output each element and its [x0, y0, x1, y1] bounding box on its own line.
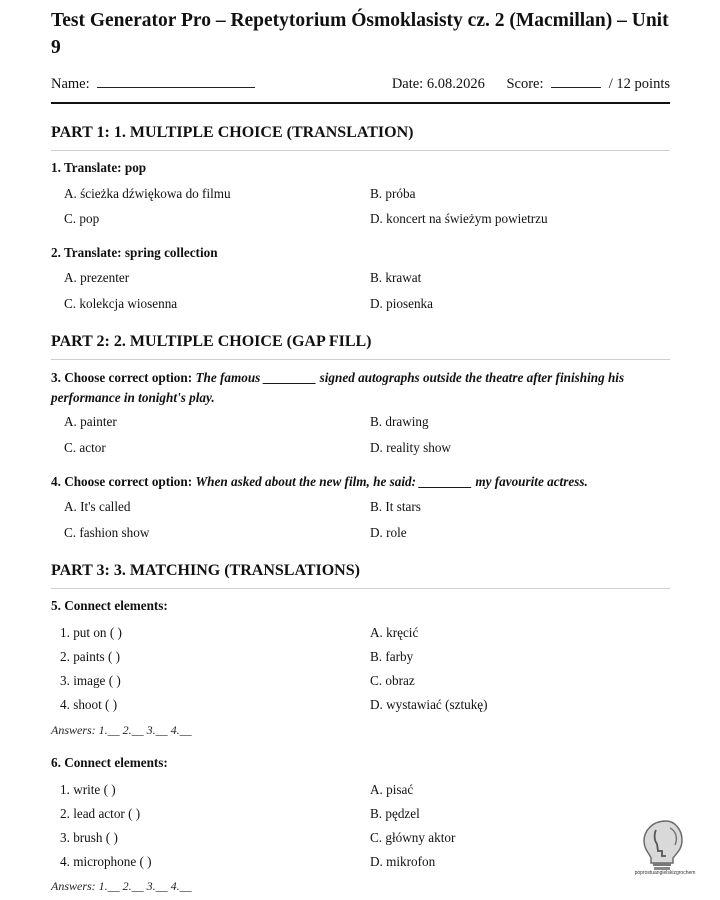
logo-text: poprostuangielskizgrochem	[634, 870, 696, 876]
question-3-option-a[interactable]: A. painter	[64, 414, 117, 429]
question-2-option-c[interactable]: C. kolekcja wiosenna	[64, 296, 178, 311]
date-score-group	[392, 74, 670, 93]
question-4-option-c[interactable]: C. fashion show	[64, 525, 150, 540]
question-1-prompt: 1. Translate: pop	[51, 160, 147, 175]
question-6-left-item[interactable]: 4. microphone ( )	[60, 854, 152, 869]
question-4-sentence: When asked about the new film, he said: ________ my favourite actress.	[195, 474, 588, 489]
question-2-option-d[interactable]: D. piosenka	[370, 296, 433, 311]
question-6-prompt: 6. Connect elements:	[51, 755, 168, 770]
question-1	[51, 158, 651, 178]
part2-title: PART 2: 2. MULTIPLE CHOICE (GAP FILL)	[51, 333, 670, 360]
worksheet-header	[51, 7, 671, 61]
question-5-answers[interactable]: Answers: 1.__ 2.__ 3.__ 4.__	[51, 723, 192, 737]
question-5-left-item[interactable]: 2. paints ( )	[60, 649, 121, 664]
score-blank[interactable]	[551, 74, 601, 88]
question-3	[51, 368, 641, 407]
question-6-left-item[interactable]: 2. lead actor ( )	[60, 806, 141, 821]
question-6-right-item: A. pisać	[370, 782, 414, 797]
part3-title: PART 3: 3. MATCHING (TRANSLATIONS)	[51, 562, 670, 589]
header-divider	[51, 102, 670, 104]
question-5-right-item: C. obraz	[370, 673, 415, 688]
question-6-left-item[interactable]: 3. brush ( )	[60, 830, 118, 845]
question-6-left-item[interactable]: 1. write ( )	[60, 782, 116, 797]
question-6-right-item: C. główny aktor	[370, 830, 456, 845]
question-3-option-d[interactable]: D. reality show	[370, 440, 451, 455]
question-4-option-d[interactable]: D. role	[370, 525, 407, 540]
page-title: Test Generator Pro – Repetytorium Ósmoklasisty cz. 2 (Macmillan) – Unit 9	[51, 10, 669, 58]
question-4-prompt: 4. Choose correct option:	[51, 474, 193, 489]
name-label: Name:	[51, 76, 90, 92]
question-4	[51, 472, 671, 492]
student-info-row	[51, 74, 670, 98]
question-1-option-c[interactable]: C. pop	[64, 211, 100, 226]
question-5-prompt: 5. Connect elements:	[51, 598, 168, 613]
question-3-prompt: 3. Choose correct option:	[51, 370, 193, 385]
question-6-answers[interactable]: Answers: 1.__ 2.__ 3.__ 4.__	[51, 879, 192, 893]
question-5-right-item: B. farby	[370, 649, 414, 664]
question-2-prompt: 2. Translate: spring collection	[51, 245, 218, 260]
question-2	[51, 243, 651, 263]
question-1-option-b[interactable]: B. próba	[370, 186, 416, 201]
question-5-right-item: A. kręcić	[370, 625, 419, 640]
date-label: Date: 6.08.2026	[391, 76, 485, 92]
question-1-option-d[interactable]: D. koncert na świeżym powietrzu	[370, 211, 548, 226]
question-5-right-item: D. wystawiać (sztukę)	[370, 697, 488, 712]
question-3-option-c[interactable]: C. actor	[64, 440, 106, 455]
question-6-right-item: B. pędzel	[370, 806, 420, 821]
question-1-option-a[interactable]: A. ścieżka dźwiękowa do filmu	[64, 186, 231, 201]
question-4-option-b[interactable]: B. It stars	[370, 499, 421, 514]
question-3-sentence: The famous ________ signed autographs outside the theatre after finishing his performance in tonight's play.	[51, 370, 625, 405]
question-5-left-item[interactable]: 4. shoot ( )	[60, 697, 118, 712]
part1-title: PART 1: 1. MULTIPLE CHOICE (TRANSLATION)	[51, 124, 670, 151]
question-2-option-a[interactable]: A. prezenter	[64, 270, 130, 285]
score-label: Score:	[506, 76, 544, 92]
question-5-left-item[interactable]: 1. put on ( )	[60, 625, 122, 640]
question-4-option-a[interactable]: A. It's called	[64, 499, 131, 514]
question-3-option-b[interactable]: B. drawing	[370, 414, 429, 429]
question-2-option-b[interactable]: B. krawat	[370, 270, 422, 285]
score-suffix: / 12 points	[608, 76, 670, 92]
name-field	[51, 74, 255, 93]
question-6	[51, 753, 651, 773]
question-6-right-item: D. mikrofon	[370, 854, 436, 869]
name-blank[interactable]	[97, 74, 255, 88]
question-5	[51, 596, 651, 616]
question-5-left-item[interactable]: 3. image ( )	[60, 673, 121, 688]
